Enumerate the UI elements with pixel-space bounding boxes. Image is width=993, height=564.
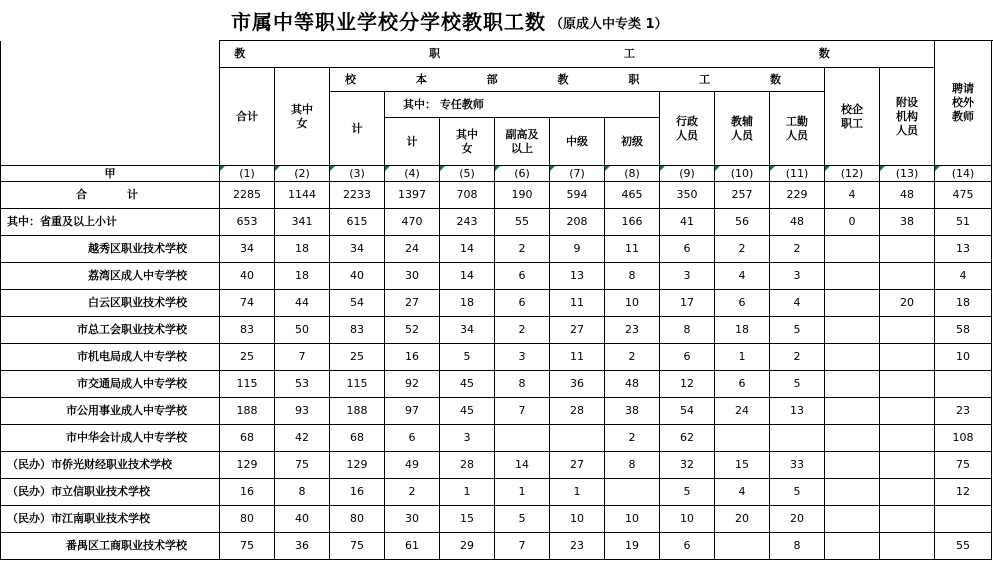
table-cell: 15 [715,452,770,479]
table-cell: 34 [440,317,495,344]
table-cell: 15 [440,506,495,533]
table-cell: 75 [275,452,330,479]
total-header: 合计 [220,68,275,166]
table-cell: 75 [220,533,275,560]
table-cell: 6 [660,533,715,560]
ft-female-header: 其中女 [440,118,495,166]
table-cell: 2 [385,479,440,506]
table-cell: 4 [770,290,825,317]
table-cell: 8 [770,533,825,560]
senior-header: 副高及以上 [495,118,550,166]
female-header: 其中女 [275,68,330,166]
table-cell: 115 [330,371,385,398]
table-cell: 8 [275,479,330,506]
table-cell: 20 [770,506,825,533]
junior-header: 初级 [605,118,660,166]
table-cell: 475 [935,182,992,209]
table-cell: 25 [330,344,385,371]
table-row [1,452,992,479]
table-cell: 208 [550,209,605,236]
data-rows [1,182,992,560]
table-cell: 54 [660,398,715,425]
table-cell [825,398,880,425]
table-cell: 40 [330,263,385,290]
table-cell: 53 [275,371,330,398]
row-label: 越秀区职业技术学校 [1,236,220,263]
table-cell: 8 [605,452,660,479]
row-header-corner [1,41,220,166]
table-cell [880,236,935,263]
table-cell [880,533,935,560]
table-cell: 166 [605,209,660,236]
table-cell: 23 [605,317,660,344]
table-cell: 18 [275,263,330,290]
table-cell [880,263,935,290]
table-cell: 350 [660,182,715,209]
col-num: (2) [275,166,330,182]
table-cell: 16 [385,344,440,371]
table-cell [825,344,880,371]
table-cell: 14 [440,236,495,263]
table-cell: 18 [935,290,992,317]
table-cell: 52 [385,317,440,344]
table-cell: 25 [220,344,275,371]
table-cell: 1 [550,479,605,506]
table-cell [825,533,880,560]
table-cell: 45 [440,398,495,425]
table-cell: 42 [275,425,330,452]
col-num: (14) [935,166,992,182]
col-num: (4) [385,166,440,182]
table-cell: 470 [385,209,440,236]
enterprise-header: 校企职工 [825,68,880,166]
table-cell: 36 [550,371,605,398]
table-cell: 2 [605,425,660,452]
table-cell: 61 [385,533,440,560]
table-cell: 4 [715,263,770,290]
row-label: 市总工会职业技术学校 [1,317,220,344]
table-cell: 243 [440,209,495,236]
row-label: 市公用事业成人中专学校 [1,398,220,425]
table-cell: 20 [715,506,770,533]
table-cell: 2 [495,317,550,344]
table-cell: 229 [770,182,825,209]
table-row [1,425,992,452]
table-cell: 10 [660,506,715,533]
table-cell: 4 [715,479,770,506]
table-cell: 40 [220,263,275,290]
row-label: 市交通局成人中专学校 [1,371,220,398]
middle-header: 中级 [550,118,605,166]
table-cell: 6 [715,290,770,317]
table-cell: 8 [660,317,715,344]
table-cell: 129 [330,452,385,479]
col-num: (9) [660,166,715,182]
table-row [1,533,992,560]
table-row [1,290,992,317]
table-cell [880,479,935,506]
table-row [1,479,992,506]
table-cell: 92 [385,371,440,398]
table-cell: 3 [770,263,825,290]
table-cell [825,452,880,479]
table-cell [495,425,550,452]
row-label: （民办）市江南职业技术学校 [1,506,220,533]
subtotal-header: 计 [330,92,385,166]
ft-total-header: 计 [385,118,440,166]
table-cell: 12 [935,479,992,506]
affiliated-header: 附设机构人员 [880,68,935,166]
table-cell: 2 [770,236,825,263]
table-cell: 38 [880,209,935,236]
table-cell: 9 [550,236,605,263]
table-cell [880,371,935,398]
row-label: （民办）市侨光财经职业技术学校 [1,452,220,479]
table-cell: 2233 [330,182,385,209]
table-cell: 51 [935,209,992,236]
table-cell: 4 [935,263,992,290]
table-cell: 83 [330,317,385,344]
table-cell: 2 [715,236,770,263]
table-cell: 13 [935,236,992,263]
table-cell: 62 [660,425,715,452]
table-cell: 10 [605,506,660,533]
table-cell: 115 [220,371,275,398]
table-cell: 7 [495,398,550,425]
table-cell: 188 [330,398,385,425]
table-cell: 5 [660,479,715,506]
table-row [1,371,992,398]
table-cell: 97 [385,398,440,425]
table-cell: 34 [220,236,275,263]
table-cell: 0 [825,209,880,236]
table-cell: 16 [220,479,275,506]
table-row [1,398,992,425]
table-cell: 55 [495,209,550,236]
table-cell: 32 [660,452,715,479]
row-label-jia: 甲 [1,166,220,182]
fulltime-header: 其中： 专任教师 [385,92,660,118]
staff-table [0,40,992,560]
aux-header: 教辅人员 [715,92,770,166]
table-cell: 24 [385,236,440,263]
col-num: (3) [330,166,385,182]
table-cell: 5 [770,317,825,344]
table-cell [825,290,880,317]
table-cell [770,425,825,452]
table-cell: 10 [550,506,605,533]
table-cell: 8 [605,263,660,290]
table-cell: 28 [440,452,495,479]
table-cell: 14 [495,452,550,479]
table-cell: 615 [330,209,385,236]
table-cell: 5 [770,371,825,398]
table-cell: 465 [605,182,660,209]
table-cell: 68 [330,425,385,452]
table-cell: 40 [275,506,330,533]
table-cell: 3 [440,425,495,452]
table-cell: 2 [605,344,660,371]
col-num: (11) [770,166,825,182]
table-cell [825,263,880,290]
table-cell [550,425,605,452]
table-cell [825,506,880,533]
table-cell: 27 [385,290,440,317]
table-cell: 1144 [275,182,330,209]
table-cell: 19 [605,533,660,560]
col-num: (1) [220,166,275,182]
table-cell: 30 [385,263,440,290]
table-cell: 7 [275,344,330,371]
table-cell: 48 [770,209,825,236]
table-cell: 80 [330,506,385,533]
table-cell [715,533,770,560]
table-cell: 5 [440,344,495,371]
table-cell: 2 [770,344,825,371]
row-label: 合 计 [1,182,220,209]
table-cell [825,236,880,263]
col-num: (6) [495,166,550,182]
table-cell: 55 [935,533,992,560]
table-cell [715,425,770,452]
table-cell: 129 [220,452,275,479]
table-cell: 188 [220,398,275,425]
row-label: 市中华会计成人中专学校 [1,425,220,452]
table-cell: 6 [385,425,440,452]
table-cell: 75 [935,452,992,479]
table-cell: 4 [825,182,880,209]
table-cell [880,425,935,452]
table-cell: 13 [770,398,825,425]
table-cell: 80 [220,506,275,533]
table-cell: 3 [495,344,550,371]
col-num: (13) [880,166,935,182]
table-cell: 41 [660,209,715,236]
table-cell [935,506,992,533]
table-cell: 12 [660,371,715,398]
table-row [1,344,992,371]
table-cell: 11 [550,290,605,317]
table-cell: 11 [550,344,605,371]
table-cell: 75 [330,533,385,560]
table-cell: 257 [715,182,770,209]
table-row [1,263,992,290]
table-cell: 38 [605,398,660,425]
table-cell: 45 [440,371,495,398]
staff-group-header: 教 职 工 数 [220,41,935,68]
table-cell [880,317,935,344]
table-cell [880,452,935,479]
page-title: 市属中等职业学校分学校教职工数 [231,9,546,34]
table-cell: 13 [550,263,605,290]
table-cell: 18 [275,236,330,263]
table-cell: 23 [550,533,605,560]
table-cell: 14 [440,263,495,290]
row-label: 白云区职业技术学校 [1,290,220,317]
table-cell [825,317,880,344]
table-cell: 6 [660,344,715,371]
table-cell: 1 [715,344,770,371]
table-cell: 16 [330,479,385,506]
table-cell: 5 [495,506,550,533]
table-row [1,182,992,209]
title-row [219,0,993,41]
table-row [1,236,992,263]
table-cell: 6 [495,263,550,290]
table-cell [825,479,880,506]
table-cell: 29 [440,533,495,560]
table-cell: 3 [660,263,715,290]
table-cell [825,425,880,452]
table-cell [880,344,935,371]
table-cell: 33 [770,452,825,479]
table-cell: 2 [495,236,550,263]
worker-header: 工勤人员 [770,92,825,166]
table-cell: 18 [715,317,770,344]
table-cell: 74 [220,290,275,317]
table-cell: 10 [935,344,992,371]
row-label: 其中：省重及以上小计 [1,209,220,236]
table-cell: 108 [935,425,992,452]
table-cell: 20 [880,290,935,317]
table-cell: 6 [495,290,550,317]
table-cell: 48 [605,371,660,398]
school-staff-header: 校 本 部 教 职 工 数 [330,68,825,92]
table-cell: 24 [715,398,770,425]
table-cell: 36 [275,533,330,560]
table-cell: 18 [440,290,495,317]
table-cell: 1397 [385,182,440,209]
table-cell: 49 [385,452,440,479]
row-label: 番禺区工商职业技术学校 [1,533,220,560]
table-cell: 68 [220,425,275,452]
table-cell: 708 [440,182,495,209]
table-cell: 44 [275,290,330,317]
table-cell: 5 [770,479,825,506]
hired-header: 聘请校外教师 [935,41,992,166]
table-cell [825,371,880,398]
table-cell: 341 [275,209,330,236]
table-row [1,209,992,236]
col-num: (5) [440,166,495,182]
row-label: 市机电局成人中专学校 [1,344,220,371]
col-number-row [1,166,992,182]
admin-header: 行政人员 [660,92,715,166]
table-cell: 56 [715,209,770,236]
row-label: （民办）市立信职业技术学校 [1,479,220,506]
table-cell: 17 [660,290,715,317]
table-row [1,506,992,533]
table-cell: 93 [275,398,330,425]
table-cell: 653 [220,209,275,236]
col-num: (8) [605,166,660,182]
table-cell: 6 [660,236,715,263]
col-num: (7) [550,166,605,182]
table-cell: 6 [715,371,770,398]
table-cell [935,371,992,398]
table-cell [880,506,935,533]
table-cell: 27 [550,317,605,344]
table-cell: 1 [440,479,495,506]
table-cell: 190 [495,182,550,209]
table-cell: 10 [605,290,660,317]
row-label: 荔湾区成人中专学校 [1,263,220,290]
table-cell: 30 [385,506,440,533]
col-num: (12) [825,166,880,182]
table-cell: 50 [275,317,330,344]
table-cell [605,479,660,506]
page-subtitle: （原成人中专类 1） [550,16,668,32]
table-cell: 48 [880,182,935,209]
table-cell: 27 [550,452,605,479]
table-cell: 54 [330,290,385,317]
table-cell: 7 [495,533,550,560]
table-cell: 8 [495,371,550,398]
col-num: (10) [715,166,770,182]
table-cell [880,398,935,425]
table-cell: 28 [550,398,605,425]
table-cell: 34 [330,236,385,263]
table-cell: 594 [550,182,605,209]
table-row [1,317,992,344]
table-cell: 2285 [220,182,275,209]
table-cell: 23 [935,398,992,425]
table-cell: 1 [495,479,550,506]
table-cell: 83 [220,317,275,344]
table-cell: 58 [935,317,992,344]
table-cell: 11 [605,236,660,263]
